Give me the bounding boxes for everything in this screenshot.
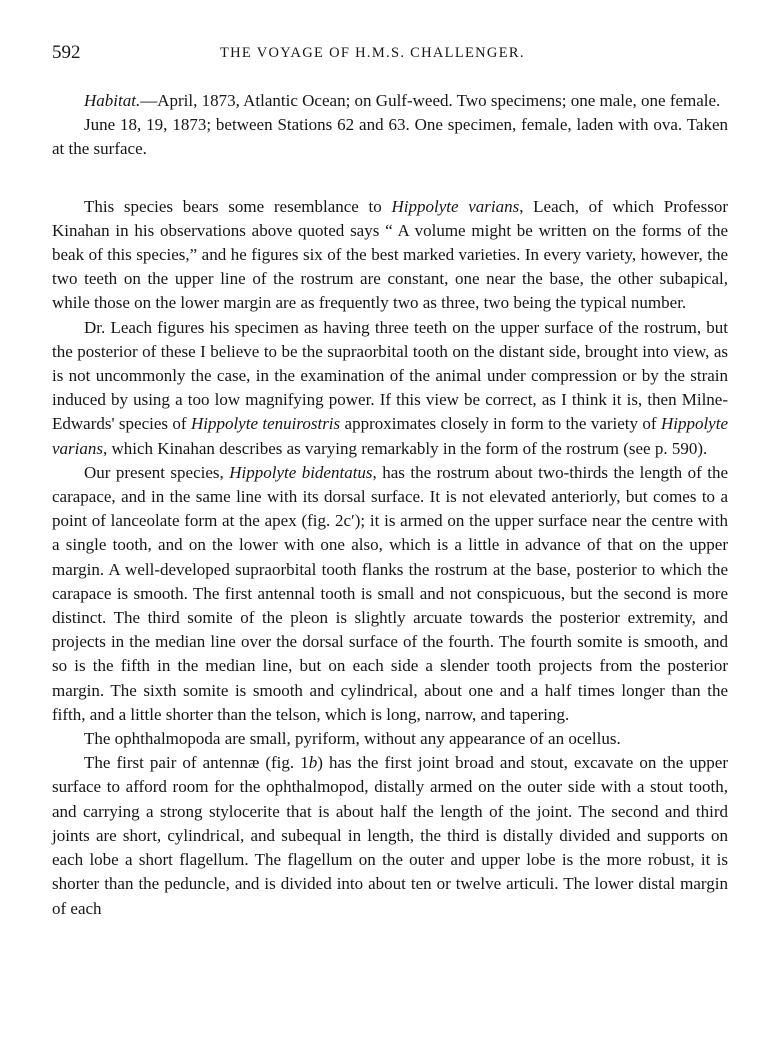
habitat-text: —April, 1873, Atlantic Ocean; on Gulf-weed. Two specimens; one male, one female.	[140, 91, 721, 110]
p1-species: Hippolyte varians	[391, 196, 520, 216]
body-paragraph-2	[52, 316, 728, 461]
p5-figure-ref: b	[308, 753, 318, 773]
p2-text-b: approximates closely in form to the variety of	[340, 414, 661, 434]
body-paragraph-5	[52, 751, 728, 920]
habitat-paragraph	[52, 89, 728, 113]
record-paragraph: June 18, 19, 1873; between Stations 62 and 63. One specimen, female, laden with ova. Taken at the surface.	[52, 115, 728, 159]
body-paragraph-1	[52, 195, 728, 316]
running-head: THE VOYAGE OF H.M.S. CHALLENGER.	[220, 45, 525, 61]
p5-text-a: The first pair of antennæ (fig. 1	[84, 753, 309, 773]
p1-text-a: This species bears some resemblance to	[84, 196, 392, 216]
p2-species-2: Hippolyte varians	[52, 414, 728, 458]
page	[52, 38, 728, 921]
body-paragraph-3	[52, 461, 728, 727]
body-paragraph-4: The ophthalmopoda are small, pyriform, without any appearance of an ocellus.	[84, 729, 621, 749]
habitat-label: Habitat.	[84, 91, 141, 110]
p1-text-b: , Leach, of which Professor Kinahan in his observations above quoted says “ A volume might be written on the forms of the beak of this species,” and he figures six of the best marked varieties. In every variety, however, the two teeth on the upper line of the rostrum are constant, one near the base, the other subapical, while those on the lower margin are as frequently two as three, two being the typical number.	[52, 196, 728, 313]
p2-species-1: Hippolyte tenuirostris	[190, 414, 341, 434]
p3-text-a: Our present species,	[84, 462, 230, 482]
p3-text-b: , has the rostrum about two-thirds the length of the carapace, and in the same line with its dorsal surface. It is not elevated anteriorly, but comes to a point of lanceolate form at the apex (fig. 2c′); it is armed on the upper surface near the centre with a single tooth, and on the lower with one also, which is a little in advance of that on the upper margin. A well-developed supraorbital tooth flanks the rostrum at the base, posterior to which the carapace is smooth. The first antennal tooth is small and not conspicuous, but the second is more distinct. The third somite of the pleon is slightly arcuate towards the posterior extremity, and projects in the median line over the dorsal surface of the fourth. The fourth somite is smooth, and so is the fifth in the median line, but on each side a slender tooth projects from the posterior margin. The sixth somite is smooth and cylindrical, about one and a half times longer than the fifth, and a little shorter than the telson, which is long, narrow, and tapering.	[52, 462, 728, 724]
page-number: 592	[52, 42, 81, 63]
page-header	[52, 38, 728, 68]
p3-species: Hippolyte bidentatus	[229, 462, 373, 482]
p5-text-b: ) has the first joint broad and stout, excavate on the upper surface to afford room for the ophthalmopod, distally armed on the outer side with a stout tooth, and carrying a strong stylocerite that is about half the length of the joint. The second and third joints are short, cylindrical, and subequal in length, the third is distally divided and supports on each lobe a short flagellum. The flagellum on the outer and upper lobe is the more robust, it is shorter than the peduncle, and is divided into about ten or twelve articuli. The lower distal margin of each	[52, 753, 728, 918]
p2-text-a: Dr. Leach figures his specimen as having three teeth on the upper surface of the rostrum, but the posterior of these I believe to be the supraorbital tooth on the distant side, brought into view, as is not uncommonly the case, in the examination of the animal under compression or by the strain induced by using a too low magnifying power. If this view be correct, as I think it is, then Milne-Edwards' species of	[52, 317, 728, 434]
p2-text-c: , which Kinahan describes as varying remarkably in the form of the rostrum (see p. 590).	[103, 438, 708, 458]
